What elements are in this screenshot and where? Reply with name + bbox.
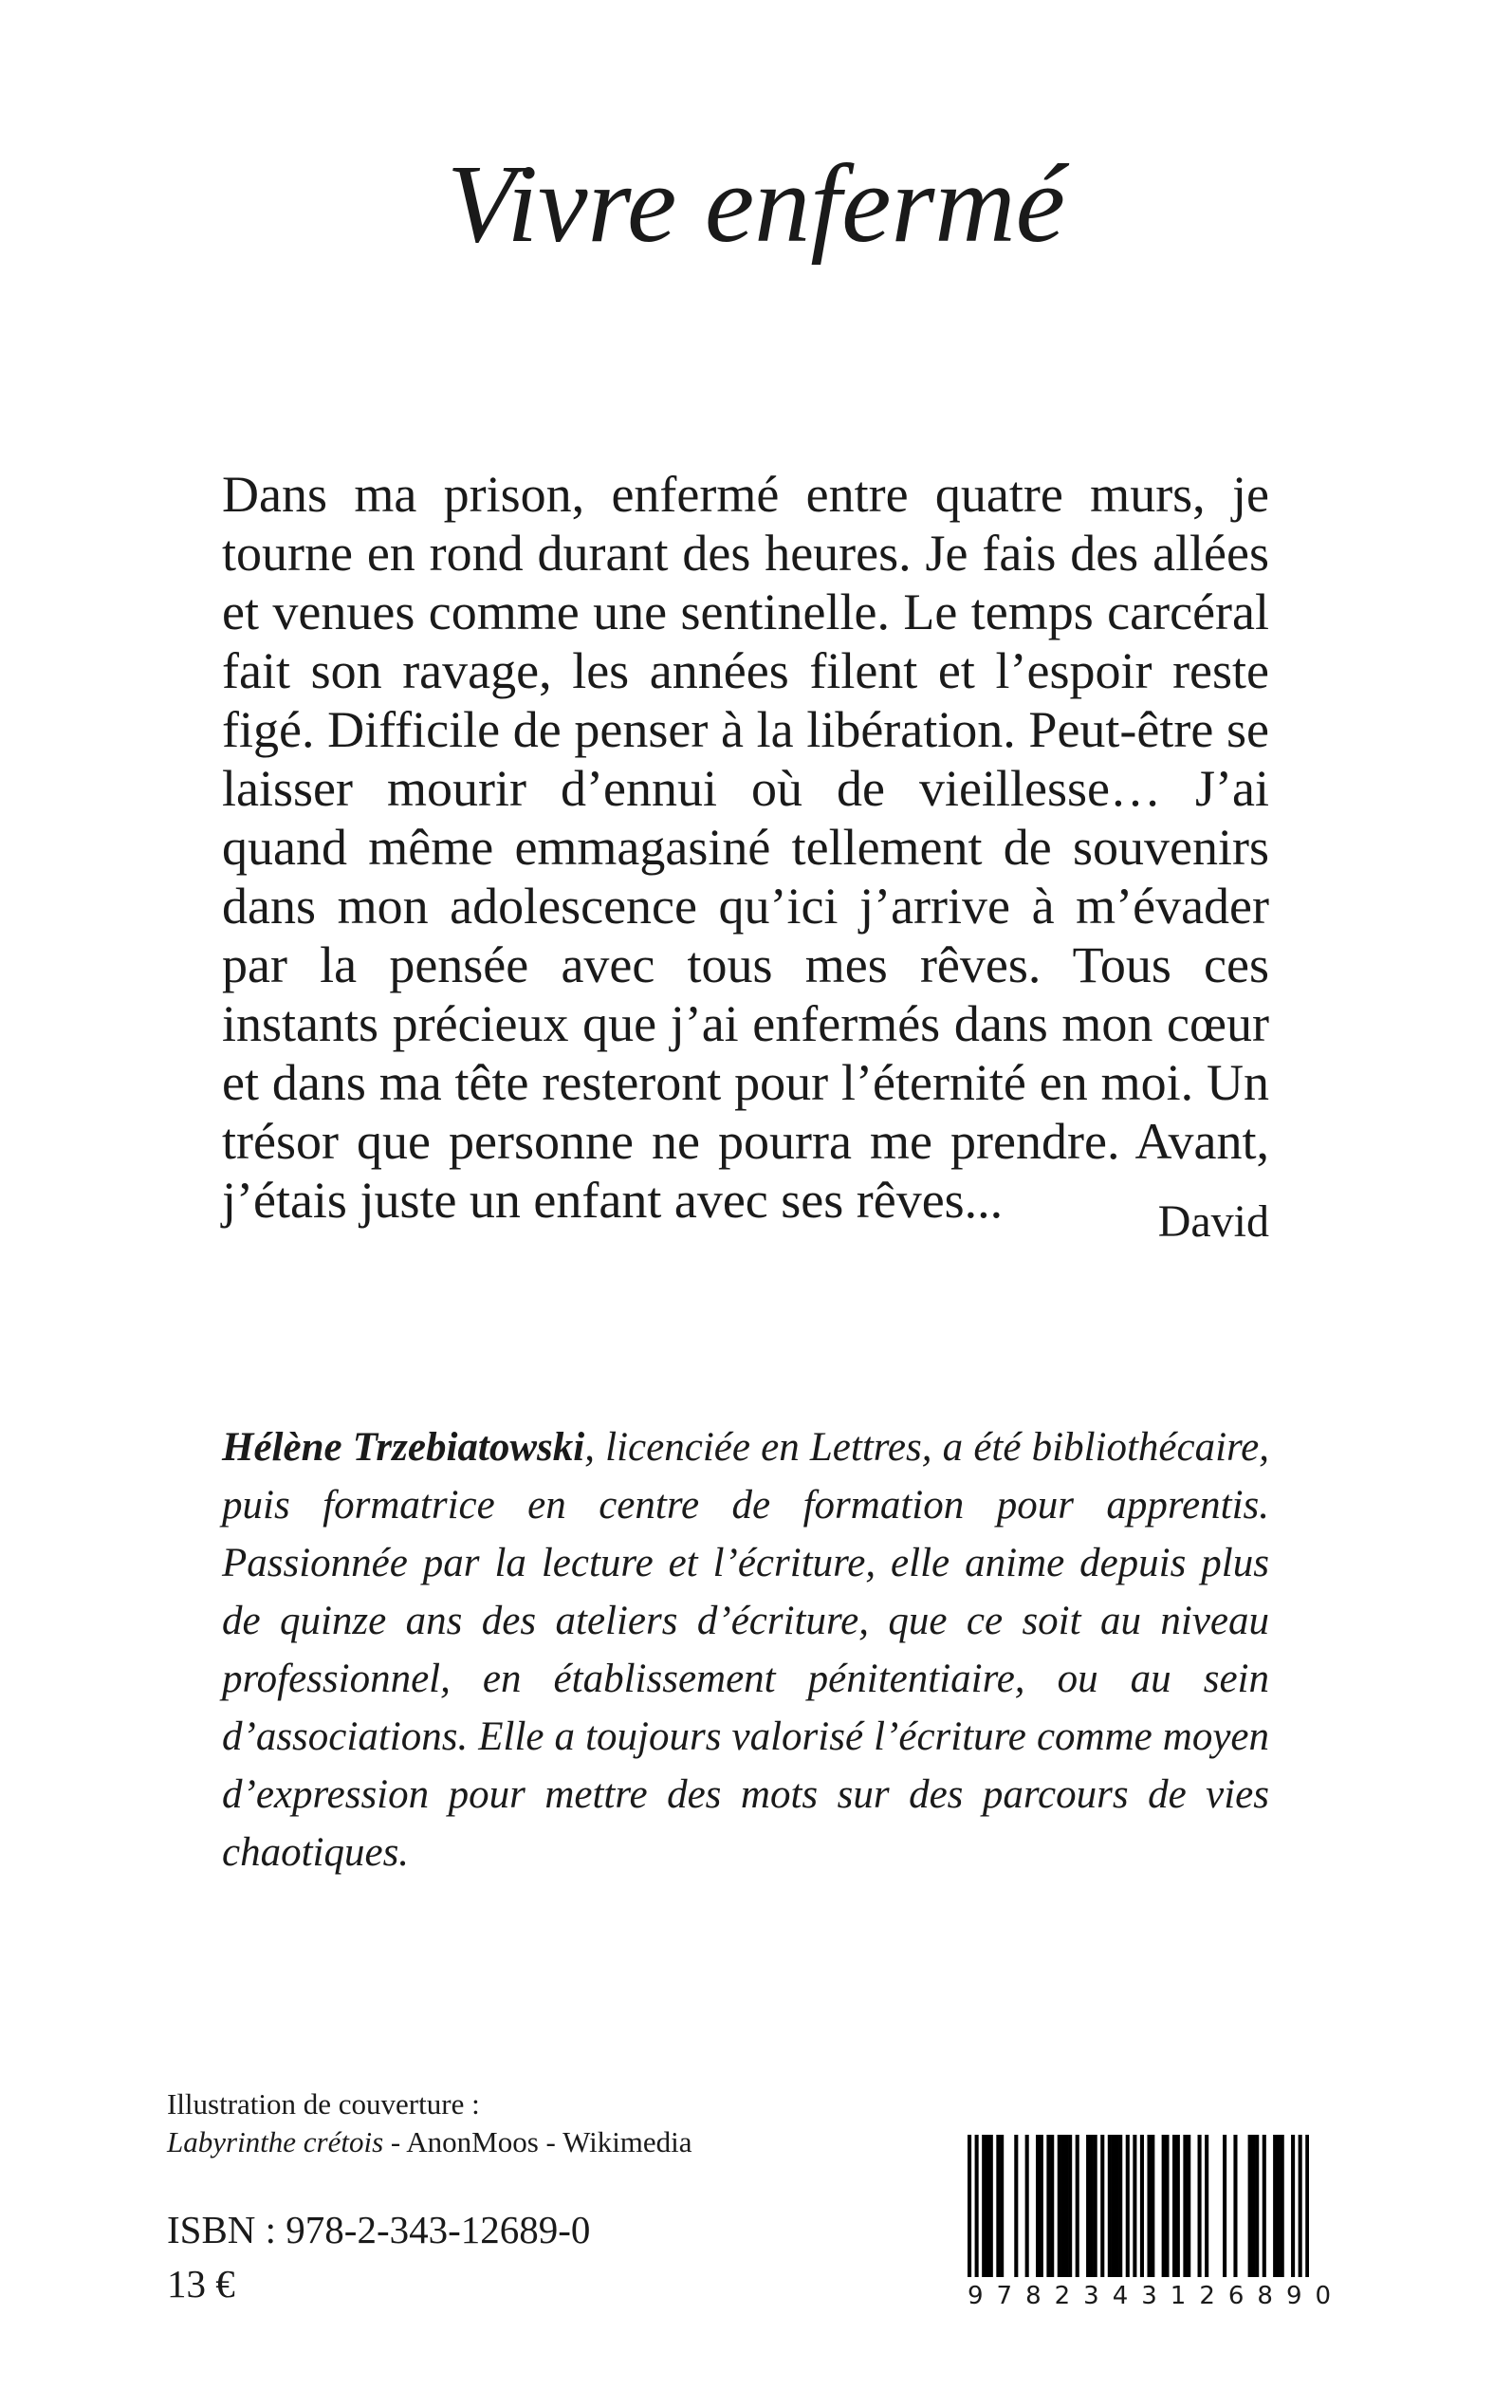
barcode-bar — [1108, 2135, 1112, 2277]
blurb-signature: David — [1157, 1196, 1269, 1247]
barcode-bar — [1281, 2135, 1284, 2277]
barcode-bar — [1273, 2135, 1277, 2277]
barcode-bar — [1000, 2135, 1004, 2277]
barcode-bar — [1233, 2135, 1237, 2277]
barcode-bar — [1172, 2135, 1176, 2277]
barcode-bar — [1100, 2135, 1104, 2277]
barcode-bar — [1090, 2135, 1094, 2277]
barcode-bar — [975, 2135, 979, 2277]
barcode-bar — [1162, 2135, 1166, 2277]
barcode-bar — [1251, 2135, 1255, 2277]
barcode-bar — [1036, 2135, 1040, 2277]
barcode-bar — [1115, 2135, 1118, 2277]
barcode-bar — [1248, 2135, 1252, 2277]
price-line: 13 € — [167, 2262, 235, 2306]
barcode-bar — [1299, 2135, 1302, 2277]
barcode-bar — [1112, 2135, 1116, 2277]
barcode-bar — [1187, 2135, 1190, 2277]
barcode-bar — [1277, 2135, 1281, 2277]
barcode-bars — [968, 2135, 1309, 2277]
author-bio-text: , licenciée en Lettres, a été bibliothécaire, puis formatrice en centre de formation pour apprentis. Passionnée par la lecture et l’écriture, elle anime depuis plus de quinze ans des ateliers d’écriture, que ce soit au niveau professionnel, en établissement pénitentiaire, ou au sein d’associations. Elle a toujours valorisé l’écriture comme moyen d’expression pour mettre des mots sur des parcours de vies chaotiques. — [222, 1425, 1270, 1875]
barcode-bar — [1068, 2135, 1072, 2277]
barcode-bar — [1086, 2135, 1090, 2277]
cover-credit-source: - AnonMoos - Wikimedia — [383, 2125, 692, 2158]
barcode-bar — [1140, 2135, 1144, 2277]
cover-credit-label: Illustration de couverture : — [167, 2087, 480, 2121]
barcode-bar — [968, 2135, 971, 2277]
barcode-bar — [1198, 2135, 1202, 2277]
author-bio — [222, 1418, 1269, 1881]
barcode-digits: 9782343126890 — [968, 2282, 1345, 2310]
barcode-bar — [1147, 2135, 1151, 2277]
barcode-bar — [996, 2135, 1000, 2277]
isbn-barcode — [968, 2135, 1345, 2353]
barcode-bar — [1151, 2135, 1154, 2277]
barcode-bar — [989, 2135, 993, 2277]
barcode-bar — [1046, 2135, 1050, 2277]
isbn-line: ISBN : 978-2-343-12689-0 — [167, 2208, 591, 2251]
barcode-bar — [1064, 2135, 1068, 2277]
barcode-bar — [1291, 2135, 1295, 2277]
back-cover-blurb: Dans ma prison, enfermé entre quatre murs, je tourne en rond durant des heures. Je fais des allées et venues comme une sentinelle. Le temps carcéral fait son ravage, les années filent et l’espoir reste figé. Difficile de penser à la libération. Peut-être se laisser mourir d’ennui où de vieillesse… J’ai quand même emmagasiné tellement de souvenirs dans mon adolescence qu’ici j’arrive à m’évader par la pensée avec tous mes rêves. Tous ces instants précieux que j’ai enfermés dans mon cœur et dans ma tête resteront pour l’éternité en moi. Un trésor que personne ne pourra me prendre. Avant, j’étais juste un enfant avec ses rêves... — [222, 466, 1269, 1229]
barcode-bar — [1255, 2135, 1259, 2277]
barcode-bar — [986, 2135, 989, 2277]
barcode-bar — [1165, 2135, 1169, 2277]
author-name: Hélène Trzebiatowski — [222, 1425, 585, 1470]
barcode-bar — [1014, 2135, 1018, 2277]
barcode-bar — [1058, 2135, 1061, 2277]
barcode-bar — [1025, 2135, 1029, 2277]
barcode-bar — [1118, 2135, 1122, 2277]
book-title: Vivre enfermé — [447, 141, 1065, 266]
cover-credit-work: Labyrinthe crétois — [167, 2125, 384, 2158]
barcode-bar — [1050, 2135, 1054, 2277]
barcode-bar — [1176, 2135, 1180, 2277]
barcode-bar — [1223, 2135, 1226, 2277]
cover-credit-line — [167, 2123, 692, 2161]
barcode-bar — [1263, 2135, 1266, 2277]
barcode-bar — [1126, 2135, 1130, 2277]
barcode-bar — [982, 2135, 986, 2277]
barcode-bar — [1133, 2135, 1136, 2277]
barcode-bar — [1061, 2135, 1065, 2277]
barcode-bar — [1076, 2135, 1079, 2277]
barcode-bar — [1094, 2135, 1097, 2277]
barcode-bar — [1305, 2135, 1309, 2277]
barcode-bar — [1040, 2135, 1043, 2277]
barcode-bar — [1183, 2135, 1187, 2277]
barcode-bar — [1205, 2135, 1208, 2277]
cover-credit — [167, 2085, 692, 2161]
